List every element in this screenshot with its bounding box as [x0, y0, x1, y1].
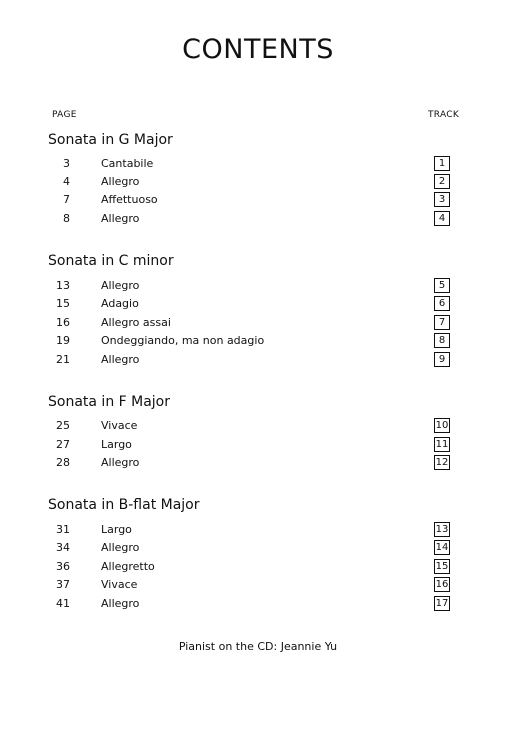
movement-title: Allegro: [101, 279, 140, 292]
movement-title: Largo: [101, 438, 132, 451]
track-number: 3: [434, 192, 450, 207]
movement-title: Adagio: [101, 297, 139, 310]
movement-title: Allegro: [101, 175, 140, 188]
list-item: [0, 419, 516, 437]
movement-title: Allegro: [101, 212, 140, 225]
page-number: 13: [56, 279, 70, 292]
track-number: 14: [435, 542, 449, 553]
list-item: [0, 578, 516, 596]
list-item: [0, 157, 516, 175]
list-item: [0, 193, 516, 211]
page-number: 27: [56, 438, 70, 451]
page-number: 37: [56, 578, 70, 591]
track-number: 17: [435, 598, 449, 609]
movement-title: Ondeggiando, ma non adagio: [101, 334, 265, 347]
page-number: 4: [63, 175, 70, 188]
page-number: 31: [56, 523, 70, 536]
movement-title: Largo: [101, 523, 132, 536]
movement-title: Affettuoso: [101, 193, 158, 206]
page-number: 19: [56, 334, 70, 347]
page-number: 36: [56, 560, 70, 573]
list-item: [0, 175, 516, 193]
page-number: 25: [56, 419, 70, 432]
page-number: 21: [56, 353, 70, 366]
page-number: 41: [56, 597, 70, 610]
track-number: 2: [434, 174, 450, 189]
track-number: 6: [434, 296, 450, 311]
sonata-title: Sonata in B-flat Major: [48, 497, 200, 513]
list-item: [0, 541, 516, 559]
track-number: 9: [434, 352, 450, 367]
list-item: [0, 456, 516, 474]
page-number: 34: [56, 541, 70, 554]
track-column-header: TRACK: [428, 110, 460, 120]
page-number: 7: [63, 193, 70, 206]
track-number: 13: [435, 524, 449, 535]
movement-title: Allegro: [101, 353, 140, 366]
track-number: 8: [434, 333, 450, 348]
list-item: [0, 316, 516, 334]
movement-title: Allegretto: [101, 560, 155, 573]
track-number: 4: [434, 211, 450, 226]
track-number: 12: [435, 457, 449, 468]
list-item: [0, 597, 516, 615]
movement-title: Vivace: [101, 578, 138, 591]
track-number: 7: [434, 315, 450, 330]
list-item: [0, 353, 516, 371]
list-item: [0, 523, 516, 541]
movement-title: Allegro: [101, 456, 140, 469]
list-item: [0, 279, 516, 297]
list-item: [0, 438, 516, 456]
list-item: [0, 560, 516, 578]
page-number: 15: [56, 297, 70, 310]
movement-title: Allegro: [101, 597, 140, 610]
track-number: 15: [435, 561, 449, 572]
track-number: 10: [435, 420, 449, 431]
track-number: 16: [435, 579, 449, 590]
page-number: 8: [63, 212, 70, 225]
sonata-title: Sonata in G Major: [48, 132, 173, 148]
movement-title: Vivace: [101, 419, 138, 432]
list-item: [0, 334, 516, 352]
sonata-title: Sonata in C minor: [48, 253, 174, 269]
movement-title: Allegro: [101, 541, 140, 554]
list-item: [0, 212, 516, 230]
sonata-title: Sonata in F Major: [48, 394, 171, 410]
page-column-header: PAGE: [52, 110, 77, 120]
page-number: 28: [56, 456, 70, 469]
track-number: 5: [434, 278, 450, 293]
movement-title: Cantabile: [101, 157, 154, 170]
page-number: 16: [56, 316, 70, 329]
movement-title: Allegro assai: [101, 316, 171, 329]
page-title: CONTENTS: [182, 34, 334, 65]
track-number: 1: [434, 156, 450, 171]
pianist-credit: Pianist on the CD: Jeannie Yu: [178, 640, 338, 653]
page-number: 3: [63, 157, 70, 170]
track-number: 11: [435, 439, 449, 450]
list-item: [0, 297, 516, 315]
